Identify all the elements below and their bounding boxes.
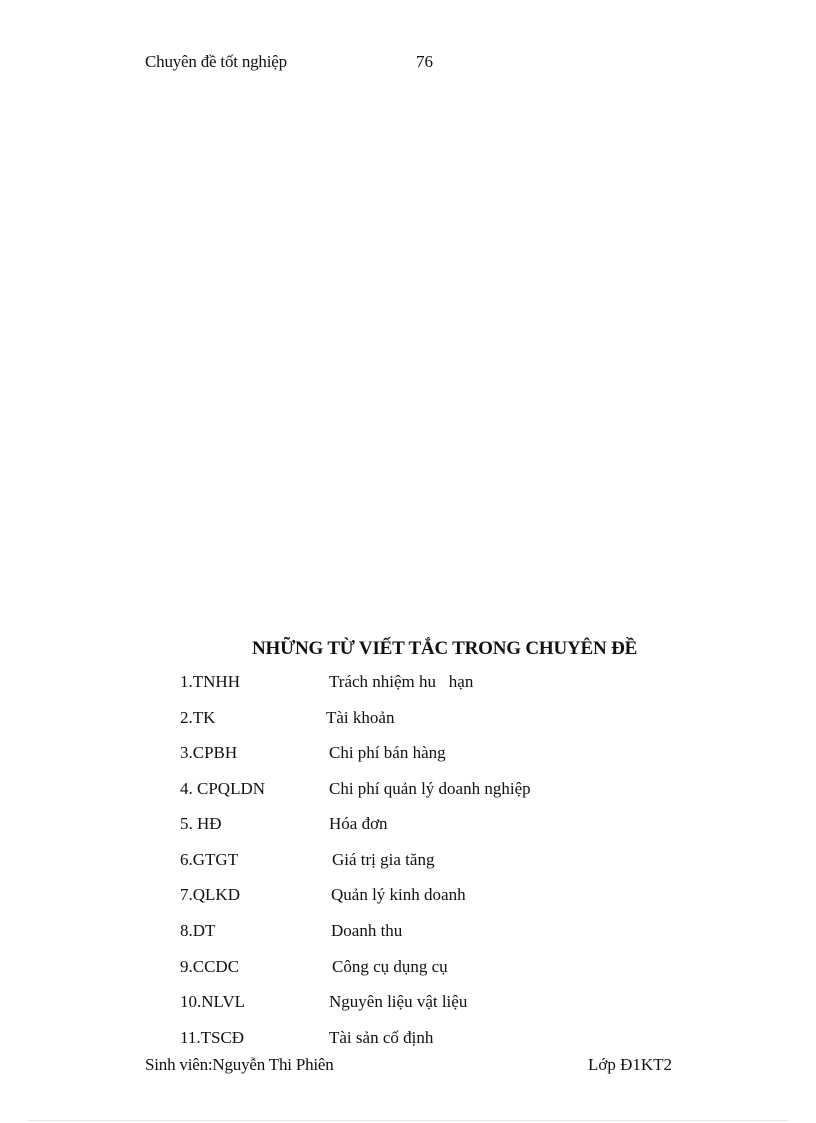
list-item — [0, 957, 816, 981]
abbreviation-code: 5. HĐ — [180, 814, 222, 833]
abbreviation-code: 8.DT — [180, 921, 216, 940]
list-item — [0, 921, 816, 945]
abbreviation-meaning: Giá trị gia tăng — [332, 850, 435, 869]
abbreviation-code: 11.TSCĐ — [180, 1028, 245, 1047]
list-item — [0, 779, 816, 803]
abbreviation-meaning: Hóa đơn — [329, 814, 388, 833]
abbreviation-meaning: Tài sản cố định — [329, 1028, 434, 1047]
abbreviation-code: 7.QLKD — [180, 885, 240, 904]
header-title: Chuyên đề tốt nghiệp — [145, 52, 287, 71]
list-item — [0, 850, 816, 874]
abbreviation-code: 9.CCDC — [180, 957, 240, 976]
list-item — [0, 708, 816, 732]
abbreviation-meaning: Chi phí quản lý doanh nghiệp — [329, 779, 531, 798]
abbreviation-meaning: Công cụ dụng cụ — [332, 957, 448, 976]
abbreviation-meaning: Nguyên liệu vật liệu — [329, 992, 468, 1011]
page-bottom-divider — [28, 1120, 788, 1121]
list-item — [0, 885, 816, 909]
abbreviation-meaning: Quản lý kinh doanh — [331, 885, 466, 904]
page-number: 76 — [416, 52, 433, 71]
list-item — [0, 992, 816, 1016]
footer-class: Lớp Đ1KT2 — [588, 1055, 673, 1074]
list-item — [0, 1028, 816, 1052]
abbreviation-code: 10.NLVL — [180, 992, 246, 1011]
abbreviation-meaning: Chi phí bán hàng — [329, 743, 446, 762]
list-item — [0, 672, 816, 696]
abbreviation-code: 2.TK — [180, 708, 216, 727]
abbreviation-meaning: Trách nhiệm hu hạn — [329, 672, 474, 691]
footer-student-name: Sinh viên:Nguyễn Thi Phiên — [145, 1055, 334, 1074]
abbreviation-code: 3.CPBH — [180, 743, 238, 762]
section-title: NHỮNG TỪ VIẾT TẮC TRONG CHUYÊN ĐỀ — [252, 638, 638, 659]
abbreviation-code: 6.GTGT — [180, 850, 239, 869]
abbreviation-meaning: Doanh thu — [331, 921, 403, 940]
abbreviation-code: 1.TNHH — [180, 672, 240, 691]
list-item — [0, 814, 816, 838]
abbreviation-code: 4. CPQLDN — [180, 779, 266, 798]
list-item — [0, 743, 816, 767]
abbreviation-meaning: Tài khoản — [326, 708, 395, 727]
